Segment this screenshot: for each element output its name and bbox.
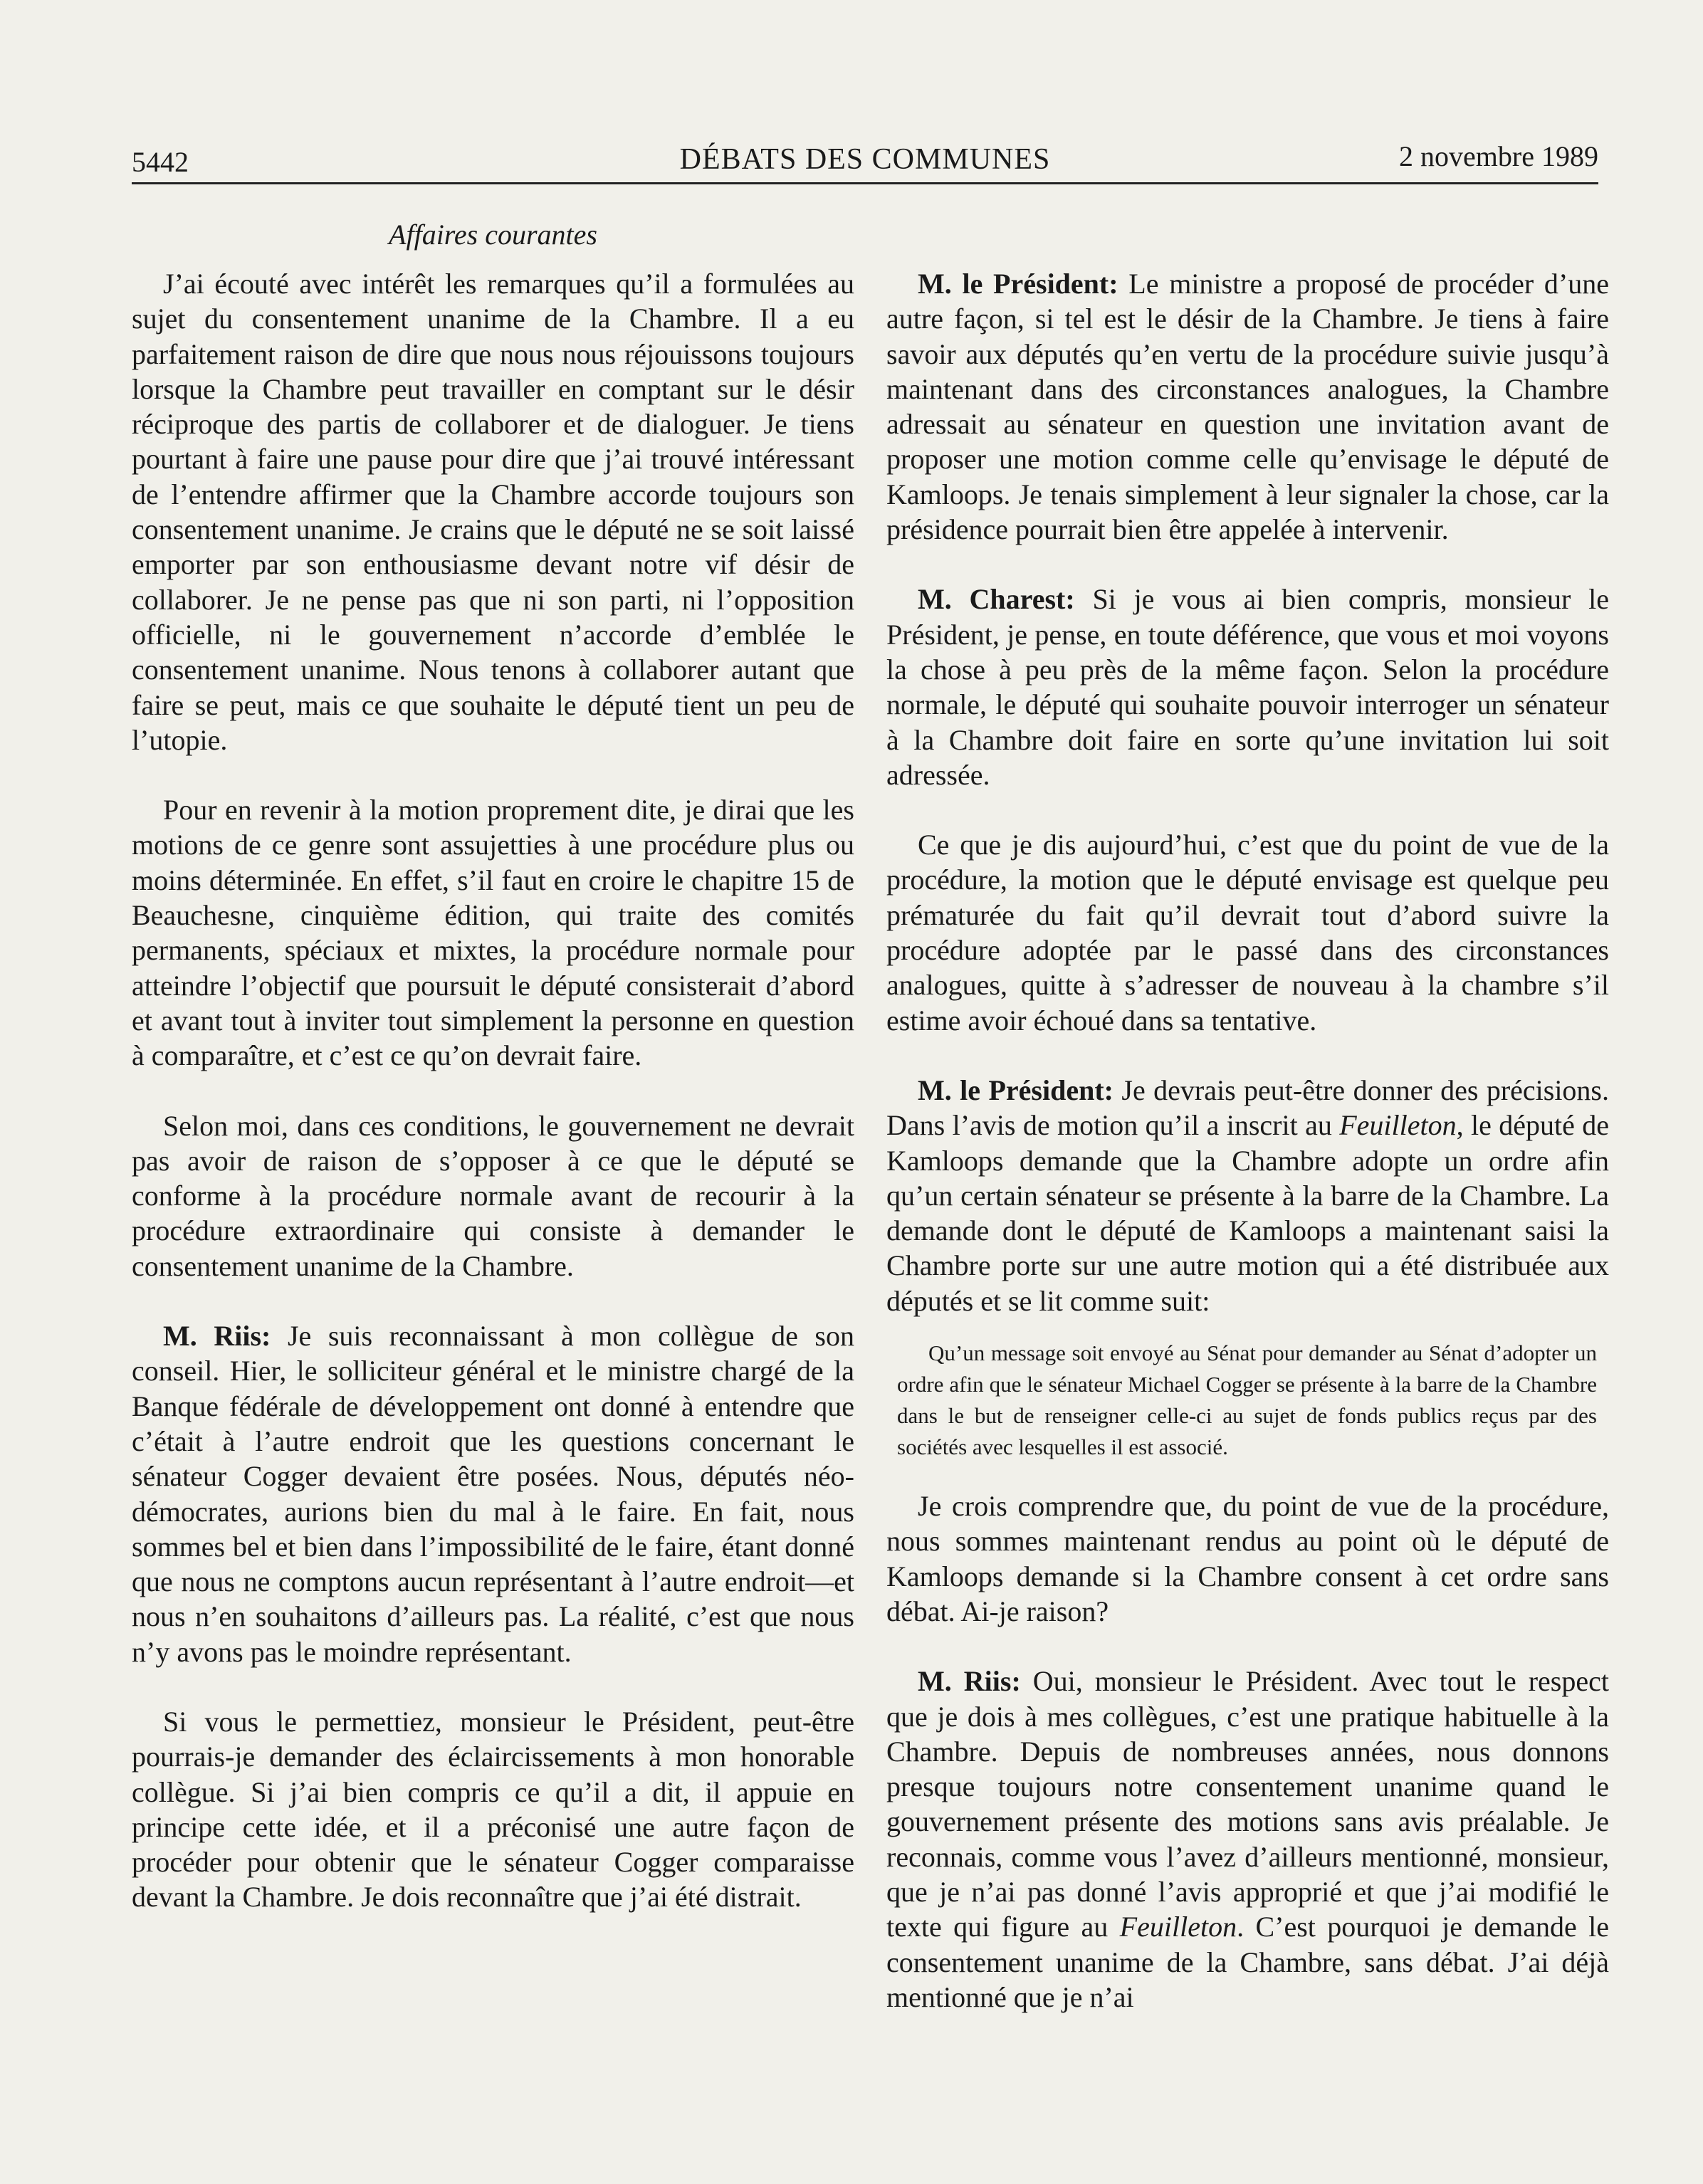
speech bbox=[886, 1073, 1609, 1318]
speaker-name: M. Charest: bbox=[918, 583, 1075, 616]
paragraph-text: Pour en revenir à la motion proprement dite, je dirai que les motions de ce genre sont assujetties à une procédure plus ou moins déterminée. En effet, s’il faut en croire le chapitre 15 de Beauchesne, cinquième édition, qui traite des comités permanents, spéciaux et mixtes, la procédure normale pour atteindre l’objectif que poursuit le député consisterait d’abord et avant tout à inviter tout simplement la personne en question à comparaître, et c’est ce qu’on devrait faire. bbox=[132, 794, 854, 1072]
paragraph-text: . C’est pourquoi je demande le consentement unanime de la Chambre, sans débat. J’ai déjà mentionné que je n’ai bbox=[886, 1911, 1609, 2013]
paragraph-text: Oui, monsieur le Président. Avec tout le respect que je dois à mes collègues, c’est une pratique habituelle à la Chambre. Depuis de nombreuses années, nous donnons presque toujours notre consentement unanime quand le gouvernement présente des motions sans avis préalable. Je reconnais, comme vous l’avez d’ailleurs mentionné, monsieur, que je n’ai pas donné l’avis approprié et que j’ai modifié le texte qui figure au bbox=[886, 1665, 1609, 1943]
paragraph bbox=[132, 1108, 854, 1283]
paragraph bbox=[132, 792, 854, 1073]
italic-term: Feuilleton bbox=[1119, 1911, 1237, 1943]
paragraph-text: Ce que je dis aujourd’hui, c’est que du point de vue de la procédure, la motion que le député envisage est quelque peu prématurée du fait qu’il devrait tout d’abord suivre la procédure adoptée par le passé dans des circonstances analogues, quitte à s’adresser de nouveau à la chambre s’il estime avoir échoué dans sa tentative. bbox=[886, 829, 1609, 1036]
paragraph bbox=[886, 1489, 1609, 1629]
issue-date: 2 novembre 1989 bbox=[1399, 140, 1598, 172]
paragraph bbox=[132, 266, 854, 757]
speaker-name: M. le Président: bbox=[918, 1073, 1114, 1106]
paragraph-text: Je suis reconnaissant à mon collègue de son conseil. Hier, le solliciteur général et le ministre chargé de la Banque fédérale de développement ont donné à entendre que c’était à l’autre endroit que les questions concernant le sénateur Cogger devaient être posées. Nous, députés néo-démocrates, aurions bien du mal à le faire. En fait, nous sommes bel et bien dans l’impossibilité de le faire, étant donné que nous ne comptons aucun représentant à l’autre endroit—et nous n’en souhaitons d’ailleurs pas. La réalité, c’est que nous n’y avons pas le moindre représentant. bbox=[132, 1320, 854, 1668]
paragraph-text: Si je vous ai bien compris, monsieur le Président, je pense, en toute déférence, que vous et moi voyons la chose à peu près de la même façon. Selon la procédure normale, le député qui souhaite pouvoir interroger un sénateur à la Chambre doit faire en sorte qu’une invitation lui soit adressée. bbox=[886, 583, 1609, 791]
paragraph-text: , le député de Kamloops demande que la Chambre adopte un ordre afin qu’un certain sénateur se présente à la barre de la Chambre. La demande dont le député de Kamloops a maintenant saisi la Chambre porte sur une autre motion qui a été distribuée aux députés et se lit comme suit: bbox=[886, 1109, 1609, 1317]
speech bbox=[886, 266, 1609, 547]
italic-term: Feuilleton bbox=[1339, 1109, 1457, 1142]
page-header bbox=[132, 140, 1598, 182]
speech bbox=[886, 1664, 1609, 2015]
header-rule bbox=[132, 182, 1598, 184]
paragraph bbox=[132, 1704, 854, 1915]
speaker-name: M. le Président: bbox=[918, 268, 1118, 300]
speech bbox=[132, 1318, 854, 1669]
paragraph-text: Si vous le permettiez, monsieur le Président, peut-être pourrais-je demander des éclaircissements à mon honorable collègue. Si j’ai bien compris ce qu’il a dit, il appuie en principe cette idée, et il a préconisé une autre façon de procéder pour obtenir que le sénateur Cogger comparaisse devant la Chambre. Je dois reconnaître que j’ai été distrait. bbox=[132, 1705, 854, 1913]
block-quote: Qu’un message soit envoyé au Sénat pour demander au Sénat d’adopter un ordre afin que le sénateur Michael Cogger se présente à la barre de la Chambre dans le but de renseigner celle-ci au sujet de fonds publics reçus par des sociétés avec lesquelles il est associé. bbox=[897, 1340, 1597, 1460]
speaker-name: M. Riis: bbox=[918, 1665, 1021, 1698]
page-number: 5442 bbox=[132, 146, 189, 178]
paragraph-text: J’ai écouté avec intérêt les remarques qu’il a formulées au sujet du consentement unanime de la Chambre. Il a eu parfaitement raison de dire que nous nous réjouissons toujours lorsque la Chambre peut travailler en comptant sur le désir réciproque des partis de collaborer et de dialoguer. Je tiens pourtant à faire une pause pour dire que j’ai trouvé intéressant de l’entendre affirmer que la Chambre accorde toujours son consentement unanime. Je crains que le député ne se soit laissé emporter par son enthousiasme devant notre vif désir de collaborer. Je ne pense pas que ni son parti, ni l’opposition officielle, ni le gouvernement n’accorde d’emblée le consentement unanime. Nous tenons à collaborer autant que faire se peut, mais ce que souhaite le député tient un peu de l’utopie. bbox=[132, 268, 854, 756]
left-column bbox=[132, 266, 854, 1915]
publication-title: DÉBATS DES COMMUNES bbox=[679, 143, 1051, 176]
paragraph-text: Je devrais peut-être donner des précisions. Dans l’avis de motion qu’il a inscrit au bbox=[886, 1073, 1609, 1142]
section-title: Affaires courantes bbox=[389, 219, 597, 251]
paragraph-text: Le ministre a proposé de procéder d’une autre façon, si tel est le désir de la Chambre. Je tiens à faire savoir aux députés qu’en vertu de la procédure suivie jusqu’à maintenant dans des circonstances analogues, la Chambre adressait au sénateur en question une invitation avant de proposer une motion comme celle qu’envisage le député de Kamloops. Je tenais simplement à leur signaler la chose, car la présidence pourrait bien être appelée à intervenir. bbox=[886, 268, 1610, 546]
paragraph bbox=[886, 827, 1609, 1038]
speaker-name: M. Riis: bbox=[163, 1320, 271, 1353]
right-column bbox=[886, 266, 1609, 2015]
paragraph-text: Selon moi, dans ces conditions, le gouvernement ne devrait pas avoir de raison de s’opposer à ce que le député se conforme à la procédure normale avant de recourir à la procédure extraordinaire qui consiste à demander le consentement unanime de la Chambre. bbox=[132, 1109, 854, 1282]
speech bbox=[886, 582, 1609, 792]
paragraph-text: Je crois comprendre que, du point de vue de la procédure, nous sommes maintenant rendus au point où le député de Kamloops demande si la Chambre consent à cet ordre sans débat. Ai-je raison? bbox=[886, 1490, 1609, 1627]
